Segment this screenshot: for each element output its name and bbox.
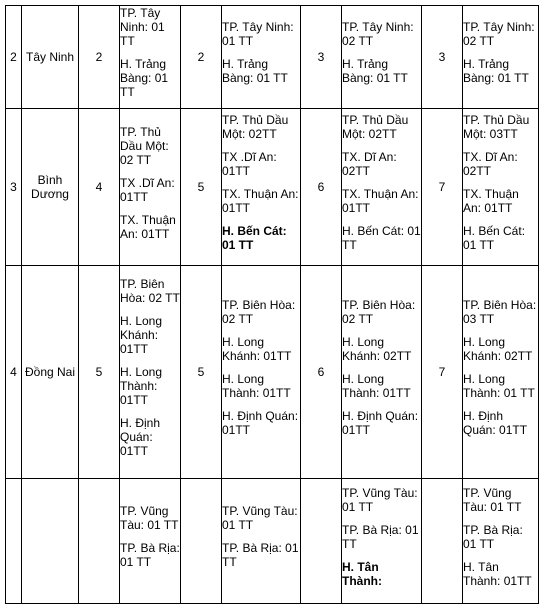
center-list-cell bbox=[120, 479, 181, 604]
center-entry: TP. Thủ Dầu Một: 03TT bbox=[463, 113, 530, 141]
center-entry: H. Định Quán: 01TT bbox=[222, 409, 299, 437]
center-count-cell: 3 bbox=[422, 6, 463, 109]
center-entry: TP. Vũng Tàu: 01 TT bbox=[120, 504, 179, 532]
center-count-cell: 6 bbox=[301, 266, 342, 479]
center-entry: TX. Thuận An: 01TT bbox=[342, 187, 419, 215]
center-list-cell bbox=[120, 109, 181, 266]
center-entry: TX. Thuận An: 01TT bbox=[222, 187, 299, 215]
center-entry: TP. Tây Ninh: 01 TT bbox=[222, 20, 294, 48]
center-list-cell bbox=[463, 266, 539, 479]
center-entry: TP. Biên Hòa: 02 TT bbox=[120, 277, 180, 305]
centers-table bbox=[5, 5, 539, 604]
center-list-cell bbox=[463, 479, 539, 604]
center-list-cell bbox=[342, 479, 422, 604]
center-entry: TP. Biên Hòa: 02 TT bbox=[342, 298, 416, 326]
center-entry: H. Tân Thành: bbox=[342, 559, 382, 588]
center-list-cell bbox=[463, 109, 539, 266]
center-entry: TP. Bà Rịa: 01 TT bbox=[120, 541, 180, 569]
center-count-cell bbox=[181, 479, 222, 604]
center-entry: TX .Dĩ An: 01TT bbox=[120, 175, 175, 204]
center-entry: TP. Bà Rịa: 01 TT bbox=[222, 541, 299, 569]
center-entry: H. Long Thành: 01 TT bbox=[463, 372, 535, 400]
row-index-cell: 4 bbox=[6, 266, 22, 479]
center-entry: H. Long Khánh: 01TT bbox=[120, 314, 163, 356]
center-entry: H. Định Quán: 01TT bbox=[120, 416, 161, 458]
province-cell bbox=[22, 479, 79, 604]
center-count-cell: 3 bbox=[301, 6, 342, 109]
center-count-cell: 2 bbox=[181, 6, 222, 109]
table-row bbox=[6, 266, 539, 479]
center-entry: H. Định Quán: 01TT bbox=[342, 409, 419, 437]
center-list-cell bbox=[222, 109, 301, 266]
center-entry: H. Định Quán: 01TT bbox=[463, 409, 528, 437]
center-count-cell: 7 bbox=[422, 109, 463, 266]
center-count-cell: 7 bbox=[422, 266, 463, 479]
center-list-cell bbox=[342, 109, 422, 266]
center-list-cell bbox=[120, 6, 181, 109]
center-entry: H. Bến Cát: 01 TT bbox=[342, 224, 421, 252]
center-entry: H. Long Khánh: 01TT bbox=[222, 335, 292, 363]
center-entry: TP. Thủ Dầu Một: 02TT bbox=[342, 113, 409, 141]
center-entry: TX. Thuận An: 01TT bbox=[463, 187, 519, 215]
center-entry: TP. Tây Ninh: 02 TT bbox=[342, 20, 414, 48]
center-entry: H. Long Thành: 01TT bbox=[342, 372, 411, 400]
center-entry: TP. Bà Rịa: 01 TT bbox=[342, 522, 419, 551]
center-entry: H. Long Thành: 01TT bbox=[222, 372, 291, 400]
table-body bbox=[6, 6, 539, 604]
center-entry: H. Long Khánh: 02TT bbox=[342, 335, 412, 363]
row-index-cell bbox=[6, 479, 22, 604]
center-entry: H. Bến Cát: 01 TT bbox=[222, 224, 287, 252]
center-entry: TP. Vũng Tàu: 01 TT bbox=[342, 485, 418, 514]
center-count-cell: 6 bbox=[301, 109, 342, 266]
center-entry: TX. Dĩ An: 02TT bbox=[342, 150, 397, 178]
row-index-cell: 2 bbox=[6, 6, 22, 109]
center-count-cell bbox=[301, 479, 342, 604]
center-entry: H. Trảng Bàng: 01 TT bbox=[222, 57, 288, 85]
center-entry: TP. Biên Hòa: 02 TT bbox=[222, 298, 296, 326]
center-count-cell bbox=[422, 479, 463, 604]
center-entry: TP. Tây Ninh: 01 TT bbox=[120, 6, 165, 48]
center-count-cell: 4 bbox=[79, 109, 120, 266]
center-entry: TP. Vũng Tàu: 01 TT bbox=[463, 485, 522, 514]
center-entry: H. Tân Thành: 01TT bbox=[463, 559, 532, 588]
center-entry: H. Trảng Bàng: 01 TT bbox=[120, 57, 169, 99]
center-list-cell bbox=[222, 479, 301, 604]
center-list-cell bbox=[463, 6, 539, 109]
center-entry: H. Bến Cát: 01 TT bbox=[463, 224, 526, 252]
center-entry: TX. Thuận An: 01TT bbox=[120, 212, 176, 241]
center-entry: TP. Bà Rịa: 01 TT bbox=[463, 522, 523, 551]
table-row bbox=[6, 109, 539, 266]
row-index-cell: 3 bbox=[6, 109, 22, 266]
province-cell: Tây Ninh bbox=[22, 6, 79, 109]
center-list-cell bbox=[222, 266, 301, 479]
center-entry: TP. Vũng Tàu: 01 TT bbox=[222, 504, 298, 532]
center-count-cell bbox=[79, 479, 120, 604]
center-list-cell bbox=[342, 266, 422, 479]
center-list-cell bbox=[120, 266, 181, 479]
center-count-cell: 5 bbox=[79, 266, 120, 479]
center-list-cell bbox=[342, 6, 422, 109]
center-entry: TP. Thủ Dầu Một: 02TT bbox=[222, 113, 289, 141]
center-entry: H. Long Khánh: 02TT bbox=[463, 335, 533, 363]
province-cell: Bình Dương bbox=[22, 109, 79, 266]
center-entry: H. Long Thành: 01TT bbox=[120, 365, 163, 407]
center-entry: TP. Biên Hòa: 03 TT bbox=[463, 298, 537, 326]
center-count-cell: 2 bbox=[79, 6, 120, 109]
center-entry: TP. Thủ Dầu Một: 02 TT bbox=[120, 124, 169, 167]
center-entry: TX. Dĩ An: 02TT bbox=[463, 150, 518, 178]
table-row bbox=[6, 6, 539, 109]
center-entry: H. Trảng Bàng: 01 TT bbox=[463, 57, 529, 85]
center-list-cell bbox=[222, 6, 301, 109]
center-entry: H. Trảng Bàng: 01 TT bbox=[342, 57, 408, 85]
center-entry: TP. Tây Ninh: 02 TT bbox=[463, 20, 535, 48]
center-entry: TX .Dĩ An: 01TT bbox=[222, 150, 277, 178]
province-cell: Đồng Nai bbox=[22, 266, 79, 479]
center-count-cell: 5 bbox=[181, 266, 222, 479]
center-count-cell: 5 bbox=[181, 109, 222, 266]
table-row bbox=[6, 479, 539, 604]
